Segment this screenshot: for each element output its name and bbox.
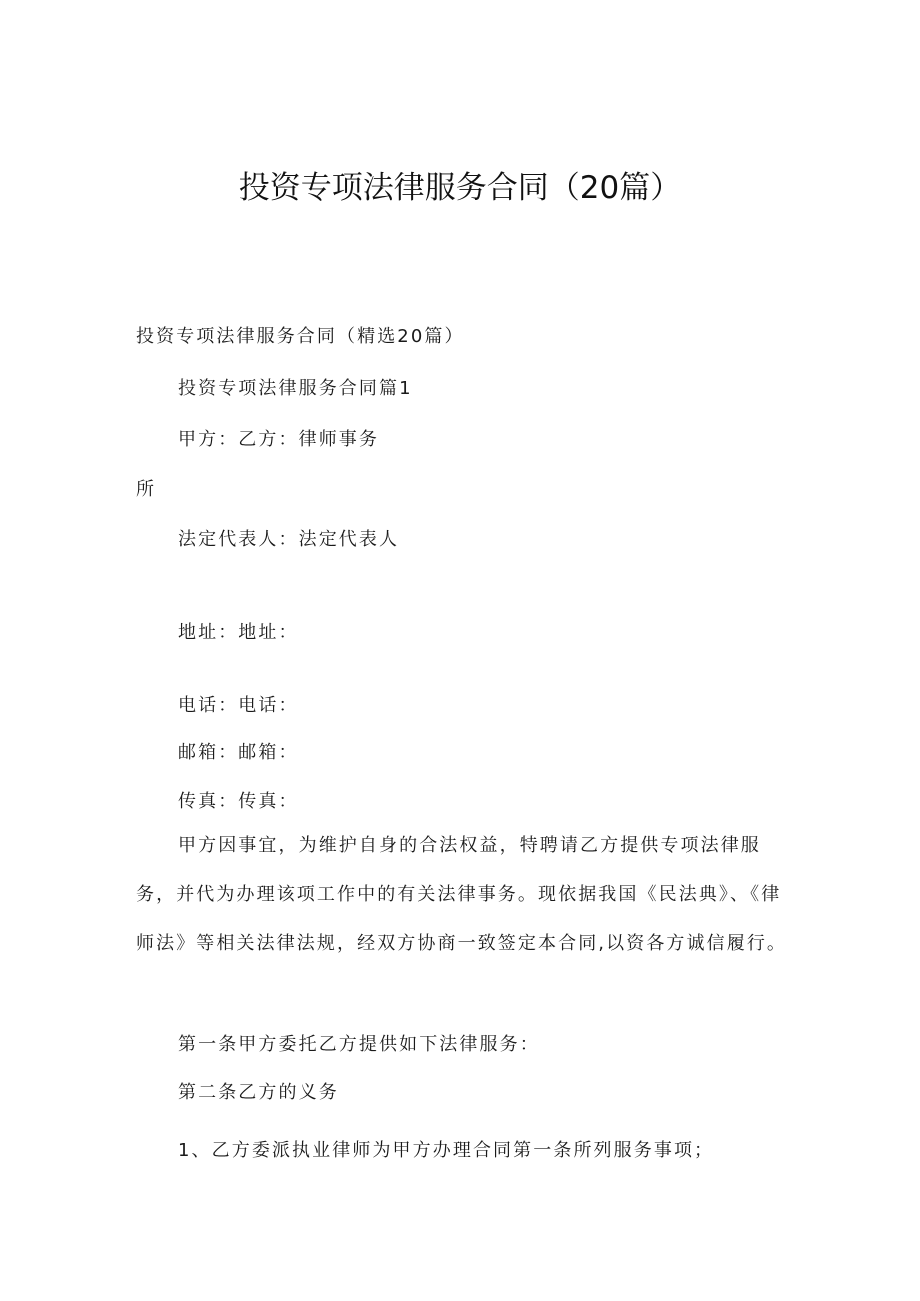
article-1: 第一条甲方委托乙方提供如下法律服务：	[178, 1034, 540, 1055]
article-2-item-1: 1、乙方委派执业律师为甲方办理合同第一条所列服务事项；	[178, 1140, 715, 1161]
party-line: 甲方：乙方：律师事务	[178, 429, 379, 450]
section-heading: 投资专项法律服务合同篇1	[178, 378, 413, 399]
article-2: 第二条乙方的义务	[178, 1082, 339, 1103]
intro-paragraph: 甲方因事宜，为维护自身的合法权益，特聘请乙方提供专项法律服务，并代为办理该项工作中的有关法律事务。现依据我国《民法典》、《律师法》等相关法律法规，经双方协商一致签定本合同,以资各方诚信履行。	[136, 835, 788, 954]
legal-representative-line: 法定代表人：法定代表人	[178, 529, 400, 550]
phone-line: 电话：电话：	[178, 695, 299, 716]
address-line: 地址：地址：	[178, 622, 299, 643]
document-subtitle: 投资专项法律服务合同（精选20篇）	[136, 326, 465, 347]
fax-line: 传真：传真：	[178, 791, 299, 812]
party-line-continued: 所	[136, 479, 157, 500]
document-title: 投资专项法律服务合同（20篇）	[238, 170, 682, 206]
email-line: 邮箱：邮箱：	[178, 742, 299, 763]
